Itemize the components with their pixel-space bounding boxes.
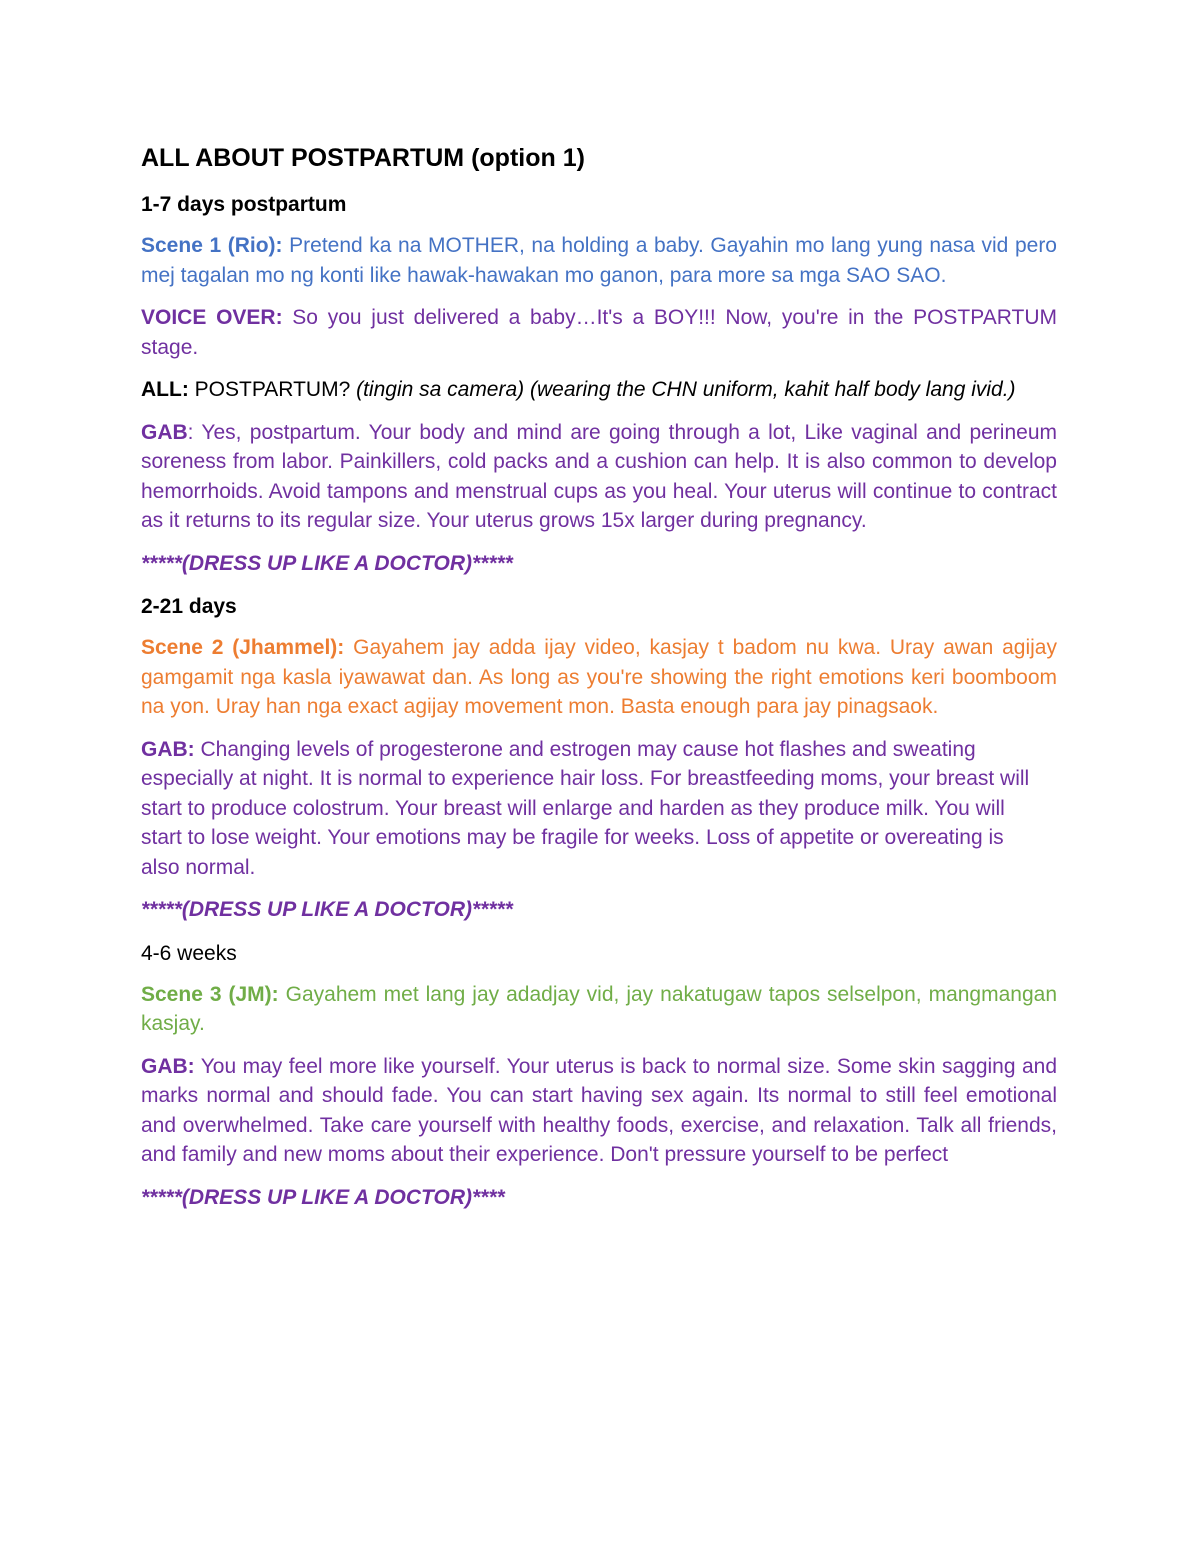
gab-text-3: You may feel more like yourself. Your uterus is back to normal size. Some skin sagging and marks normal and should fade. You can start having sex again. Its normal to still feel emotional and overwhelmed. Take care yourself with healthy foods, exercise, and relaxation. Talk all friends, and family and new moms about their experience. Don't pressure yourself to be perfect	[141, 1054, 1057, 1166]
scene-2-label: Scene 2 (Jhammel):	[141, 636, 345, 659]
scene-1-label: Scene 1 (Rio):	[141, 234, 283, 257]
gab-text-1: : Yes, postpartum. Your body and mind are going through a lot, Like vaginal and perineum soreness from labor. Painkillers, cold packs and a cushion can help. It is also common to develop hemorrhoids. Avoid tampons and menstrual cups as you heal. Your uterus will continue to contract as it returns to its regular size. Your uterus grows 15x larger during pregnancy.	[141, 420, 1057, 532]
section-heading-2-21-days: 2-21 days	[141, 595, 237, 618]
all-paragraph	[141, 375, 1057, 405]
document-body	[141, 141, 1057, 1212]
voice-over-paragraph	[141, 303, 1057, 362]
gab-label-2: GAB:	[141, 737, 195, 761]
all-text: POSTPARTUM?	[188, 378, 357, 401]
gab-paragraph-1	[141, 418, 1057, 536]
scene-3-text: Gayahem met lang jay adadjay vid, jay nakatugaw tapos selselpon, mangmangan kasjay.	[141, 982, 1057, 1035]
gab-paragraph-3	[141, 1052, 1057, 1170]
voice-over-text: So you just delivered a baby…It's a BOY!!! Now, you're in the POSTPARTUM stage.	[141, 306, 1057, 359]
gab-paragraph-2	[141, 735, 1041, 883]
scene-3-label: Scene 3 (JM):	[141, 982, 279, 1006]
dress-note-2: *****(DRESS UP LIKE A DOCTOR)*****	[141, 898, 513, 921]
document-title: ALL ABOUT POSTPARTUM (option 1)	[141, 144, 585, 172]
gab-label-3: GAB:	[141, 1054, 195, 1078]
dress-note-3: *****(DRESS UP LIKE A DOCTOR)****	[141, 1185, 505, 1209]
dress-note-1: *****(DRESS UP LIKE A DOCTOR)*****	[141, 551, 513, 575]
scene-2-text: Gayahem jay adda ijay video, kasjay t badom nu kwa. Uray awan agijay gamgamit nga kasla iyawawat dan. As long as you're showing the right emotions keri boomboom na yon. Uray han nga exact agijay movement mon. Basta enough para jay pinagsaok.	[141, 636, 1057, 718]
scene-3-paragraph	[141, 980, 1057, 1039]
all-italic-note: (tingin sa camera) (wearing the CHN uniform, kahit half body lang ivid.)	[356, 378, 1016, 401]
scene-2-paragraph	[141, 633, 1057, 722]
voice-over-label: VOICE OVER:	[141, 306, 283, 329]
all-label: ALL:	[141, 378, 189, 401]
scene-1-text: Pretend ka na MOTHER, na holding a baby. Gayahin mo lang yung nasa vid pero mej tagalan mo ng konti like hawak-hawakan mo ganon, para more sa mga SAO SAO.	[141, 234, 1057, 287]
gab-label-1: GAB	[141, 420, 188, 444]
scene-1-paragraph	[141, 231, 1057, 290]
section-heading-1-7-days: 1-7 days postpartum	[141, 193, 347, 216]
gab-text-2: Changing levels of progesterone and estrogen may cause hot flashes and sweating especially at night. It is normal to experience hair loss. For breastfeeding moms, your breast will start to produce colostrum. Your breast will enlarge and harden as they produce milk. You will start to lose weight. Your emotions may be fragile for weeks. Loss of appetite or overeating is also normal.	[141, 737, 1030, 879]
section-heading-4-6-weeks: 4-6 weeks	[141, 941, 237, 965]
